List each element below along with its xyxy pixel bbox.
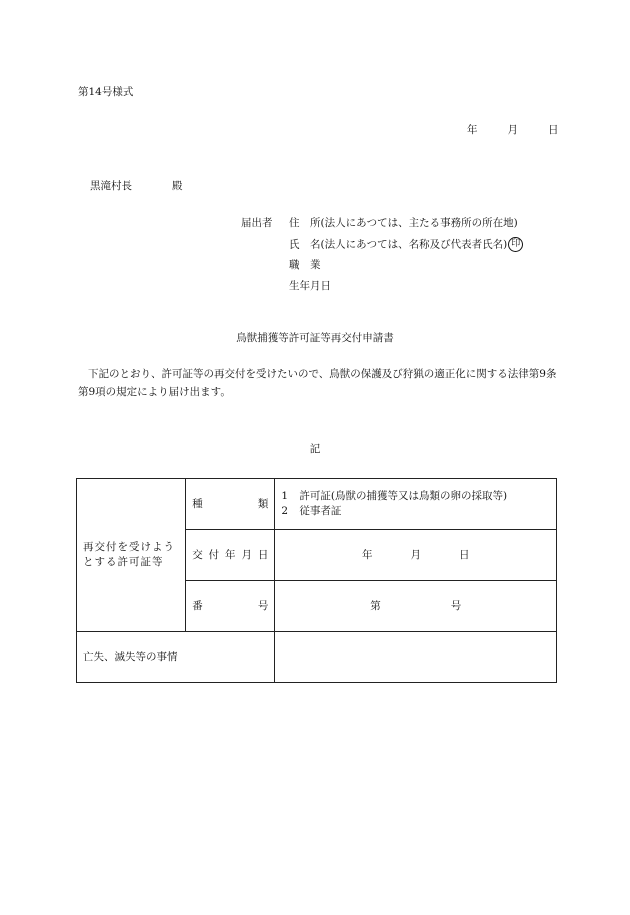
type-label-2: 類 bbox=[257, 497, 269, 510]
type-option-2 bbox=[281, 504, 556, 519]
type-label bbox=[186, 479, 275, 530]
date-day: 日 bbox=[548, 124, 559, 136]
number-prefix: 第 bbox=[370, 599, 381, 612]
type-option-1-text: 許可証(鳥獣の捕獲等又は鳥類の卵の採取等) bbox=[299, 490, 508, 502]
addressee-name: 黒滝村長 bbox=[90, 180, 132, 192]
type-option-1-num: 1 bbox=[281, 490, 289, 502]
applicant-fields bbox=[289, 216, 523, 300]
date-year: 年 bbox=[467, 124, 478, 136]
number-value bbox=[275, 581, 557, 632]
form-number: 第14号様式 bbox=[78, 86, 134, 98]
birthdate-field bbox=[289, 279, 523, 300]
type-option-2-num: 2 bbox=[281, 505, 289, 517]
issue-date-char-4: 月 bbox=[241, 548, 252, 561]
issue-date-day: 日 bbox=[458, 548, 470, 561]
number-label-2: 号 bbox=[257, 599, 269, 612]
issue-date-month: 月 bbox=[410, 548, 421, 561]
reason-label: 亡失、滅失等の事情 bbox=[77, 632, 275, 683]
number-label bbox=[186, 581, 275, 632]
issue-date-year: 年 bbox=[361, 548, 373, 561]
address-label: 住 所 bbox=[289, 217, 321, 229]
issue-date-char-5: 日 bbox=[257, 548, 269, 561]
issue-date-char-1: 交 bbox=[192, 548, 203, 561]
address-field bbox=[289, 216, 523, 237]
body-text: 下記のとおり、許可証等の再交付を受けたいので、鳥獣の保護及び狩猟の適正化に関する法律第9条第9項の規定により届け出ます。 bbox=[78, 368, 557, 398]
number-label-1: 番 bbox=[192, 599, 203, 612]
ki-heading: 記 bbox=[309, 443, 321, 455]
issue-date-label bbox=[186, 530, 275, 581]
type-option-2-text: 従事者証 bbox=[299, 505, 342, 517]
occupation-label: 職 業 bbox=[289, 259, 321, 271]
birthdate-label: 生年月日 bbox=[289, 280, 331, 292]
addressee bbox=[90, 179, 183, 193]
type-option-1 bbox=[281, 489, 556, 504]
document-title: 鳥獣捕獲等許可証等再交付申請書 bbox=[236, 332, 394, 344]
name-note: (法人にあつては、名称及び代表者氏名) bbox=[320, 238, 508, 251]
date-month: 月 bbox=[507, 124, 518, 136]
reason-value bbox=[275, 632, 557, 683]
occupation-field bbox=[289, 258, 523, 279]
issue-date-char-2: 付 bbox=[208, 548, 220, 561]
type-options bbox=[275, 479, 557, 530]
name-field bbox=[289, 237, 523, 258]
seal-mark: 印 bbox=[508, 237, 523, 252]
number-suffix: 号 bbox=[450, 599, 462, 612]
addressee-honorific: 殿 bbox=[172, 180, 183, 192]
type-label-1: 種 bbox=[192, 497, 203, 510]
applicant-label: 届出者 bbox=[241, 217, 273, 229]
reissue-table bbox=[76, 478, 557, 683]
name-label: 氏 名 bbox=[289, 238, 321, 251]
issue-date-char-3: 年 bbox=[225, 548, 236, 561]
address-note: (法人にあつては、主たる事務所の所在地) bbox=[320, 217, 518, 229]
reissue-target-label: 再交付を受けようとする許可証等 bbox=[77, 479, 186, 632]
date-line bbox=[467, 123, 559, 137]
issue-date-value bbox=[275, 530, 557, 581]
